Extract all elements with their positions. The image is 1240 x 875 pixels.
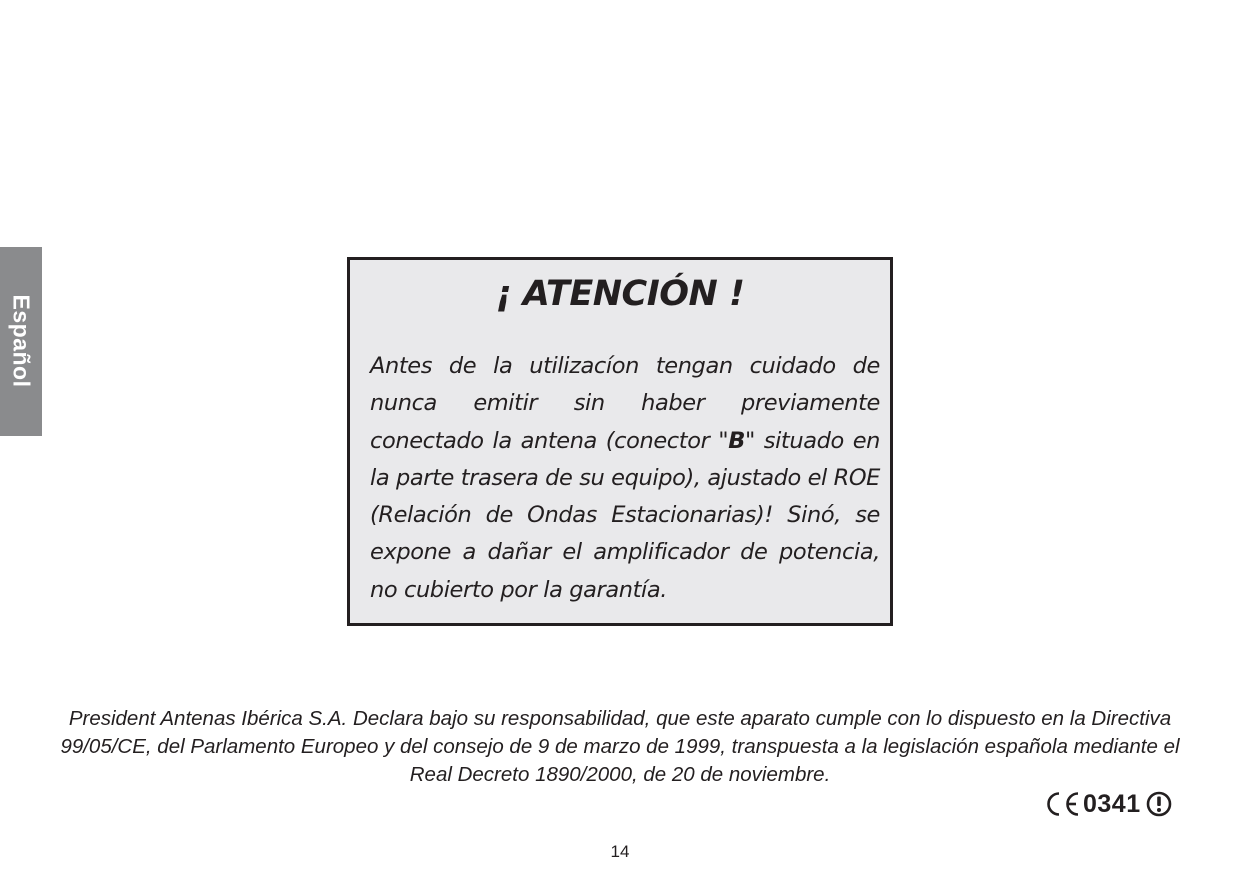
- conformity-declaration: President Antenas Ibérica S.A. Declara bajo su responsabilidad, que este aparato cumple con lo dispuesto en la Directiva 99/05/CE, del Parlamento Europeo y del consejo de 9 de marzo de 1999, transpuesta a la legislación española mediante el Real Decreto 1890/2000, de 20 de noviembre.: [60, 707, 1180, 786]
- page-number: 14: [610, 842, 630, 861]
- language-side-tab-label: Español: [8, 294, 35, 388]
- warning-body-connector: B: [728, 427, 745, 454]
- ce-mark-icon: [1044, 789, 1082, 819]
- warning-box: [347, 257, 893, 626]
- warning-body-part1: Antes de la utilizacíon tengan cuidado de nunca emitir sin haber previamente conectado la antena (conector ": [370, 353, 880, 454]
- certification-marks: [1044, 787, 1172, 821]
- notified-body-number: 0341: [1083, 789, 1141, 818]
- warning-title: ¡ ATENCIÓN !: [495, 274, 745, 314]
- alert-class-2-icon: [1146, 791, 1172, 817]
- language-side-tab: [0, 247, 42, 436]
- warning-body-part2: " situado en la parte trasera de su equipo), ajustado el ROE (Relación de Ondas Estacionarias)! Sinó, se expone a dañar el amplificador de potencia, no cubierto por la garantía.: [370, 427, 880, 603]
- warning-body: [370, 348, 880, 609]
